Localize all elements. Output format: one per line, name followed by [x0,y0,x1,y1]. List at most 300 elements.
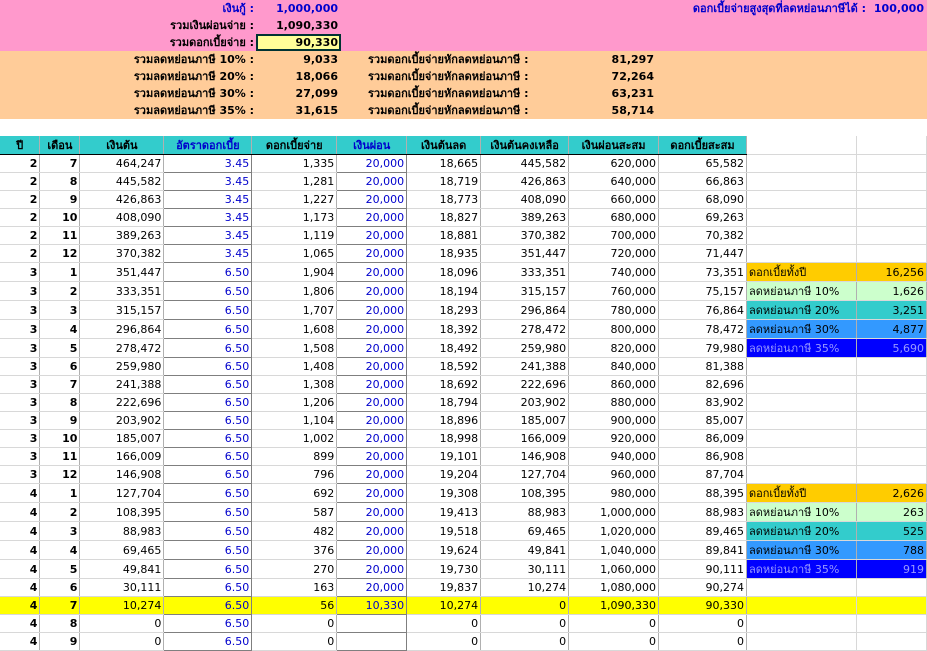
header-col-payment[interactable]: เงินผ่อน [337,136,407,155]
cell-col-interest-rate[interactable]: 6.50 [164,339,252,358]
cell-col-interest-rate[interactable]: 3.45 [164,245,252,263]
cell-col-interest-paid[interactable]: 56 [252,597,337,615]
cell-col-payment[interactable]: 20,000 [337,579,407,597]
cell-col-month[interactable]: 11 [40,448,80,466]
total-payment-value[interactable]: 1,090,330 [276,19,338,32]
cell-col-cum-interest[interactable]: 0 [659,615,747,633]
cell-col-cum-interest[interactable]: 88,983 [659,503,747,522]
cell-col-payment[interactable]: 20,000 [337,522,407,541]
cell-col-cum-interest[interactable]: 73,351 [659,263,747,282]
cell-col-interest-paid[interactable]: 0 [252,615,337,633]
cell-col-balance[interactable]: 127,704 [481,466,569,484]
cell-col-principal-paid[interactable]: 18,773 [407,191,481,209]
cell-col-interest-paid[interactable]: 1,119 [252,227,337,245]
cell-col-month[interactable]: 6 [40,358,80,376]
cell-col-month[interactable]: 12 [40,466,80,484]
cell-col-interest-rate[interactable]: 6.50 [164,394,252,412]
cell-col-interest-rate[interactable]: 6.50 [164,615,252,633]
cell-col-principal[interactable]: 278,472 [80,339,164,358]
cell-col-balance[interactable]: 389,263 [481,209,569,227]
cell-col-month[interactable]: 7 [40,155,80,173]
tax-net-value-10[interactable]: 81,297 [611,53,654,66]
year3-summary-r35-value[interactable]: 5,690 [856,339,926,358]
cell-col-balance[interactable]: 315,157 [481,282,569,301]
cell-side-a[interactable] [747,227,857,245]
cell-col-principal[interactable]: 10,274 [80,597,164,615]
cell-col-balance[interactable]: 10,274 [481,579,569,597]
year4-summary-r10-value[interactable]: 263 [856,503,926,522]
cell-col-cum-payment[interactable]: 980,000 [569,484,659,503]
cell-col-payment[interactable] [337,633,407,651]
cell-col-cum-interest[interactable]: 79,980 [659,339,747,358]
cell-col-year[interactable]: 3 [0,430,40,448]
cell-col-cum-payment[interactable]: 760,000 [569,282,659,301]
cell-col-interest-rate[interactable]: 6.50 [164,263,252,282]
cell-col-year[interactable]: 3 [0,301,40,320]
cell-col-principal-paid[interactable]: 0 [407,615,481,633]
tax-net-value-30[interactable]: 63,231 [611,87,654,100]
cell-col-principal[interactable]: 203,902 [80,412,164,430]
year4-summary-r30-value[interactable]: 788 [856,541,926,560]
cell-col-payment[interactable]: 20,000 [337,173,407,191]
cell-col-month[interactable]: 2 [40,282,80,301]
cell-col-principal[interactable]: 0 [80,633,164,651]
cell-side-b[interactable] [856,227,926,245]
cell-col-principal-paid[interactable]: 18,665 [407,155,481,173]
cell-col-principal-paid[interactable]: 18,896 [407,412,481,430]
year3-summary-r30-value[interactable]: 4,877 [856,320,926,339]
cell-col-year[interactable]: 3 [0,376,40,394]
cell-col-principal-paid[interactable]: 19,308 [407,484,481,503]
cell-col-principal-paid[interactable]: 18,096 [407,263,481,282]
cell-col-principal-paid[interactable]: 18,935 [407,245,481,263]
cell-col-year[interactable]: 4 [0,541,40,560]
cell-col-principal[interactable]: 30,111 [80,579,164,597]
year3-summary-r20-value[interactable]: 3,251 [856,301,926,320]
cell-col-month[interactable]: 11 [40,227,80,245]
cell-col-cum-interest[interactable]: 70,382 [659,227,747,245]
header-col-cum-interest[interactable]: ดอกเบี้ยสะสม [659,136,747,155]
cell-col-balance[interactable]: 0 [481,615,569,633]
cell-col-cum-interest[interactable]: 86,009 [659,430,747,448]
year3-summary-r10-value[interactable]: 1,626 [856,282,926,301]
cell-col-month[interactable]: 9 [40,412,80,430]
cell-col-balance[interactable]: 222,696 [481,376,569,394]
cell-col-principal-paid[interactable]: 18,794 [407,394,481,412]
cell-col-year[interactable]: 2 [0,191,40,209]
cell-col-principal[interactable]: 127,704 [80,484,164,503]
cell-col-cum-payment[interactable]: 840,000 [569,358,659,376]
cell-col-cum-payment[interactable]: 960,000 [569,466,659,484]
cell-col-year[interactable]: 4 [0,503,40,522]
cell-col-year[interactable]: 3 [0,339,40,358]
cell-side-b[interactable] [856,448,926,466]
cell-col-cum-payment[interactable]: 700,000 [569,227,659,245]
cell-col-interest-rate[interactable]: 6.50 [164,541,252,560]
cell-col-balance[interactable]: 426,863 [481,173,569,191]
cell-col-interest-paid[interactable]: 1,002 [252,430,337,448]
cell-col-cum-interest[interactable]: 90,111 [659,560,747,579]
header-col-interest-paid[interactable]: ดอกเบี้ยจ่าย [252,136,337,155]
cell-col-balance[interactable]: 185,007 [481,412,569,430]
cell-col-principal-paid[interactable]: 0 [407,633,481,651]
year4-summary-r20-value[interactable]: 525 [856,522,926,541]
cell-col-cum-interest[interactable]: 66,863 [659,173,747,191]
cell-col-month[interactable]: 9 [40,191,80,209]
cell-col-interest-paid[interactable]: 1,173 [252,209,337,227]
cell-col-principal-paid[interactable]: 18,194 [407,282,481,301]
cell-col-cum-interest[interactable]: 0 [659,633,747,651]
cell-col-principal-paid[interactable]: 19,624 [407,541,481,560]
cell-col-balance[interactable]: 351,447 [481,245,569,263]
cell-col-month[interactable]: 6 [40,579,80,597]
cell-col-interest-paid[interactable]: 163 [252,579,337,597]
year4-summary-total-value[interactable]: 2,626 [856,484,926,503]
cell-col-principal[interactable]: 408,090 [80,209,164,227]
header-col-principal[interactable]: เงินต้น [80,136,164,155]
cell-side-b[interactable] [856,394,926,412]
cell-side-a[interactable] [747,173,857,191]
cell-col-interest-rate[interactable]: 3.45 [164,155,252,173]
cell-col-year[interactable]: 3 [0,448,40,466]
header-col-balance[interactable]: เงินต้นคงเหลือ [481,136,569,155]
cell-side-b[interactable] [856,466,926,484]
cell-col-cum-payment[interactable]: 1,080,000 [569,579,659,597]
cell-side-b[interactable] [856,173,926,191]
cell-col-year[interactable]: 3 [0,412,40,430]
cell-col-principal-paid[interactable]: 18,293 [407,301,481,320]
cell-col-month[interactable]: 7 [40,376,80,394]
cell-side-b[interactable] [856,209,926,227]
cell-col-principal-paid[interactable]: 18,881 [407,227,481,245]
cell-col-interest-paid[interactable]: 1,227 [252,191,337,209]
cell-col-cum-payment[interactable]: 860,000 [569,376,659,394]
cell-col-cum-payment[interactable]: 680,000 [569,209,659,227]
cell-col-payment[interactable]: 20,000 [337,227,407,245]
cell-col-balance[interactable]: 108,395 [481,484,569,503]
cell-col-month[interactable]: 7 [40,597,80,615]
cell-col-principal[interactable]: 426,863 [80,191,164,209]
cell-col-balance[interactable]: 278,472 [481,320,569,339]
cell-col-principal-paid[interactable]: 18,692 [407,376,481,394]
cell-col-cum-payment[interactable]: 800,000 [569,320,659,339]
tax-value-10[interactable]: 9,033 [303,53,338,66]
cell-col-payment[interactable]: 10,330 [337,597,407,615]
cell-col-principal-paid[interactable]: 19,730 [407,560,481,579]
cell-col-principal-paid[interactable]: 18,719 [407,173,481,191]
cell-col-principal[interactable]: 259,980 [80,358,164,376]
cell-col-principal[interactable]: 222,696 [80,394,164,412]
cell-col-interest-rate[interactable]: 6.50 [164,282,252,301]
cell-side-b[interactable] [856,633,926,651]
cell-col-payment[interactable]: 20,000 [337,541,407,560]
cell-col-cum-interest[interactable]: 87,704 [659,466,747,484]
year4-summary-r35-value[interactable]: 919 [856,560,926,579]
cell-col-interest-paid[interactable]: 1,335 [252,155,337,173]
cell-col-balance[interactable]: 445,582 [481,155,569,173]
cell-col-year[interactable]: 4 [0,633,40,651]
cell-col-cum-interest[interactable]: 89,465 [659,522,747,541]
cell-side-b[interactable] [856,430,926,448]
cell-col-month[interactable]: 4 [40,320,80,339]
cell-col-payment[interactable]: 20,000 [337,320,407,339]
cell-side-b[interactable] [856,579,926,597]
cell-col-principal-paid[interactable]: 10,274 [407,597,481,615]
cell-col-principal[interactable]: 185,007 [80,430,164,448]
cell-col-balance[interactable]: 30,111 [481,560,569,579]
cell-col-cum-interest[interactable]: 78,472 [659,320,747,339]
cell-side-a[interactable] [747,448,857,466]
cell-col-principal[interactable]: 108,395 [80,503,164,522]
cell-col-interest-paid[interactable]: 899 [252,448,337,466]
cell-col-month[interactable]: 3 [40,522,80,541]
cell-side-a[interactable] [747,633,857,651]
cell-col-balance[interactable]: 0 [481,633,569,651]
cell-col-principal-paid[interactable]: 19,101 [407,448,481,466]
cell-col-year[interactable]: 3 [0,466,40,484]
cell-col-interest-paid[interactable]: 1,206 [252,394,337,412]
cell-col-interest-rate[interactable]: 6.50 [164,320,252,339]
cell-col-cum-interest[interactable]: 76,864 [659,301,747,320]
cell-col-cum-payment[interactable]: 1,020,000 [569,522,659,541]
header-col-month[interactable]: เดือน [40,136,80,155]
cell-col-cum-payment[interactable]: 900,000 [569,412,659,430]
cell-col-interest-paid[interactable]: 1,904 [252,263,337,282]
header-col-interest-rate[interactable]: อัตราดอกเบี้ย [164,136,252,155]
cell-col-year[interactable]: 2 [0,155,40,173]
cell-col-balance[interactable]: 88,983 [481,503,569,522]
cell-col-cum-interest[interactable]: 83,902 [659,394,747,412]
cell-col-balance[interactable]: 0 [481,597,569,615]
cell-col-month[interactable]: 12 [40,245,80,263]
cell-col-interest-rate[interactable]: 3.45 [164,191,252,209]
cell-side-b[interactable] [856,358,926,376]
cell-col-payment[interactable]: 20,000 [337,339,407,358]
cell-col-cum-interest[interactable]: 71,447 [659,245,747,263]
cell-side-a[interactable] [747,412,857,430]
cell-col-payment[interactable]: 20,000 [337,301,407,320]
cell-col-cum-payment[interactable]: 0 [569,633,659,651]
tax-net-value-35[interactable]: 58,714 [611,104,654,117]
cell-col-year[interactable]: 2 [0,245,40,263]
year3-summary-total-value[interactable]: 16,256 [856,263,926,282]
cell-col-payment[interactable]: 20,000 [337,358,407,376]
cell-col-cum-interest[interactable]: 75,157 [659,282,747,301]
cell-col-principal-paid[interactable]: 18,827 [407,209,481,227]
cell-col-interest-paid[interactable]: 1,806 [252,282,337,301]
cell-col-month[interactable]: 1 [40,263,80,282]
cell-col-balance[interactable]: 370,382 [481,227,569,245]
cell-col-balance[interactable]: 203,902 [481,394,569,412]
cell-col-month[interactable]: 8 [40,173,80,191]
cell-col-payment[interactable]: 20,000 [337,191,407,209]
cell-side-b[interactable] [856,615,926,633]
cell-col-month[interactable]: 8 [40,615,80,633]
cell-col-cum-payment[interactable]: 620,000 [569,155,659,173]
cell-col-cum-interest[interactable]: 88,395 [659,484,747,503]
cell-side-a[interactable] [747,191,857,209]
cell-col-interest-paid[interactable]: 1,308 [252,376,337,394]
cell-col-year[interactable]: 3 [0,394,40,412]
cell-col-interest-rate[interactable]: 6.50 [164,633,252,651]
cell-col-year[interactable]: 3 [0,263,40,282]
cell-col-cum-interest[interactable]: 68,090 [659,191,747,209]
tax-value-20[interactable]: 18,066 [295,70,338,83]
cell-col-interest-rate[interactable]: 6.50 [164,358,252,376]
cell-col-month[interactable]: 10 [40,430,80,448]
cell-col-interest-rate[interactable]: 6.50 [164,579,252,597]
cell-col-payment[interactable]: 20,000 [337,263,407,282]
cell-col-payment[interactable]: 20,000 [337,412,407,430]
cell-col-cum-interest[interactable]: 69,263 [659,209,747,227]
cell-col-principal[interactable]: 146,908 [80,466,164,484]
cell-col-cum-interest[interactable]: 90,330 [659,597,747,615]
cell-col-payment[interactable] [337,615,407,633]
cell-col-interest-rate[interactable]: 6.50 [164,597,252,615]
header-col-year[interactable]: ปี [0,136,40,155]
cell-col-month[interactable]: 3 [40,301,80,320]
cell-col-month[interactable]: 10 [40,209,80,227]
cell-col-month[interactable]: 9 [40,633,80,651]
total-interest-value[interactable]: 90,330 [295,36,338,49]
cell-col-interest-rate[interactable]: 6.50 [164,522,252,541]
cell-col-year[interactable]: 2 [0,173,40,191]
cell-col-principal[interactable]: 333,351 [80,282,164,301]
cell-col-principal-paid[interactable]: 18,492 [407,339,481,358]
cell-col-interest-rate[interactable]: 6.50 [164,301,252,320]
cell-side-a[interactable] [747,466,857,484]
header-col-cum-payment[interactable]: เงินผ่อนสะสม [569,136,659,155]
cell-col-month[interactable]: 8 [40,394,80,412]
cell-col-payment[interactable]: 20,000 [337,466,407,484]
cell-col-principal-paid[interactable]: 18,998 [407,430,481,448]
cell-col-principal-paid[interactable]: 18,592 [407,358,481,376]
cell-col-cum-payment[interactable]: 0 [569,615,659,633]
cell-col-year[interactable]: 4 [0,484,40,503]
cell-col-principal[interactable]: 241,388 [80,376,164,394]
cell-col-interest-rate[interactable]: 3.45 [164,227,252,245]
cell-col-interest-paid[interactable]: 1,065 [252,245,337,263]
cell-col-payment[interactable]: 20,000 [337,560,407,579]
cell-col-interest-paid[interactable]: 796 [252,466,337,484]
cell-col-balance[interactable]: 296,864 [481,301,569,320]
cell-col-interest-paid[interactable]: 376 [252,541,337,560]
cell-col-cum-payment[interactable]: 1,040,000 [569,541,659,560]
cell-side-b[interactable] [856,376,926,394]
cell-col-cum-interest[interactable]: 82,696 [659,376,747,394]
cell-col-principal[interactable]: 445,582 [80,173,164,191]
cell-col-cum-payment[interactable]: 940,000 [569,448,659,466]
cell-side-a[interactable] [747,430,857,448]
cell-col-cum-payment[interactable]: 720,000 [569,245,659,263]
cell-side-b[interactable] [856,191,926,209]
cell-side-a[interactable] [747,209,857,227]
header-col-principal-paid[interactable]: เงินต้นลด [407,136,481,155]
cell-col-cum-interest[interactable]: 89,841 [659,541,747,560]
cell-col-year[interactable]: 3 [0,282,40,301]
cell-col-payment[interactable]: 20,000 [337,394,407,412]
cell-col-principal-paid[interactable]: 19,518 [407,522,481,541]
cell-col-payment[interactable]: 20,000 [337,503,407,522]
cell-side-b[interactable] [856,245,926,263]
cell-col-year[interactable]: 4 [0,615,40,633]
cell-col-interest-paid[interactable]: 1,608 [252,320,337,339]
cell-col-month[interactable]: 5 [40,339,80,358]
cell-col-cum-payment[interactable]: 1,090,330 [569,597,659,615]
cell-col-year[interactable]: 4 [0,597,40,615]
cell-col-interest-paid[interactable]: 1,104 [252,412,337,430]
cell-col-principal-paid[interactable]: 19,837 [407,579,481,597]
cell-side-a[interactable] [747,394,857,412]
cell-col-principal[interactable]: 88,983 [80,522,164,541]
cell-side-a[interactable] [747,579,857,597]
cell-col-year[interactable]: 2 [0,209,40,227]
cell-col-balance[interactable]: 146,908 [481,448,569,466]
cell-col-cum-interest[interactable]: 81,388 [659,358,747,376]
cell-col-payment[interactable]: 20,000 [337,282,407,301]
cell-col-payment[interactable]: 20,000 [337,430,407,448]
cell-side-b[interactable] [856,412,926,430]
cell-col-interest-rate[interactable]: 3.45 [164,173,252,191]
cell-side-a[interactable] [747,245,857,263]
cell-col-principal[interactable]: 166,009 [80,448,164,466]
tax-value-30[interactable]: 27,099 [295,87,338,100]
cell-col-cum-interest[interactable]: 85,007 [659,412,747,430]
cell-col-month[interactable]: 4 [40,541,80,560]
cell-col-cum-payment[interactable]: 740,000 [569,263,659,282]
cell-col-year[interactable]: 4 [0,560,40,579]
cell-col-payment[interactable]: 20,000 [337,484,407,503]
cell-col-principal[interactable]: 351,447 [80,263,164,282]
cell-side-a[interactable] [747,155,857,173]
cell-col-cum-payment[interactable]: 1,060,000 [569,560,659,579]
cell-col-interest-rate[interactable]: 6.50 [164,503,252,522]
cell-col-month[interactable]: 1 [40,484,80,503]
cell-col-cum-payment[interactable]: 1,000,000 [569,503,659,522]
cell-col-balance[interactable]: 259,980 [481,339,569,358]
cell-col-year[interactable]: 4 [0,522,40,541]
cell-side-a[interactable] [747,615,857,633]
cell-col-payment[interactable]: 20,000 [337,448,407,466]
cell-col-cum-payment[interactable]: 640,000 [569,173,659,191]
cell-col-balance[interactable]: 333,351 [481,263,569,282]
cell-col-interest-paid[interactable]: 1,707 [252,301,337,320]
cell-col-interest-rate[interactable]: 6.50 [164,376,252,394]
cell-col-cum-payment[interactable]: 660,000 [569,191,659,209]
cell-col-principal-paid[interactable]: 19,413 [407,503,481,522]
cell-col-principal[interactable]: 370,382 [80,245,164,263]
cell-col-cum-payment[interactable]: 820,000 [569,339,659,358]
cell-col-cum-interest[interactable]: 86,908 [659,448,747,466]
cell-col-month[interactable]: 2 [40,503,80,522]
cell-col-interest-paid[interactable]: 1,281 [252,173,337,191]
cell-col-balance[interactable]: 408,090 [481,191,569,209]
cell-col-principal[interactable]: 296,864 [80,320,164,339]
cell-col-balance[interactable]: 69,465 [481,522,569,541]
tax-net-value-20[interactable]: 72,264 [611,70,654,83]
cell-col-interest-paid[interactable]: 587 [252,503,337,522]
cell-side-b[interactable] [856,155,926,173]
cell-col-principal[interactable]: 315,157 [80,301,164,320]
cell-col-principal[interactable]: 69,465 [80,541,164,560]
cell-col-payment[interactable]: 20,000 [337,245,407,263]
cell-col-interest-rate[interactable]: 6.50 [164,430,252,448]
cell-col-interest-rate[interactable]: 6.50 [164,466,252,484]
cell-col-principal[interactable]: 464,247 [80,155,164,173]
tax-value-35[interactable]: 31,615 [295,104,338,117]
cell-col-interest-rate[interactable]: 6.50 [164,412,252,430]
cell-col-cum-payment[interactable]: 880,000 [569,394,659,412]
